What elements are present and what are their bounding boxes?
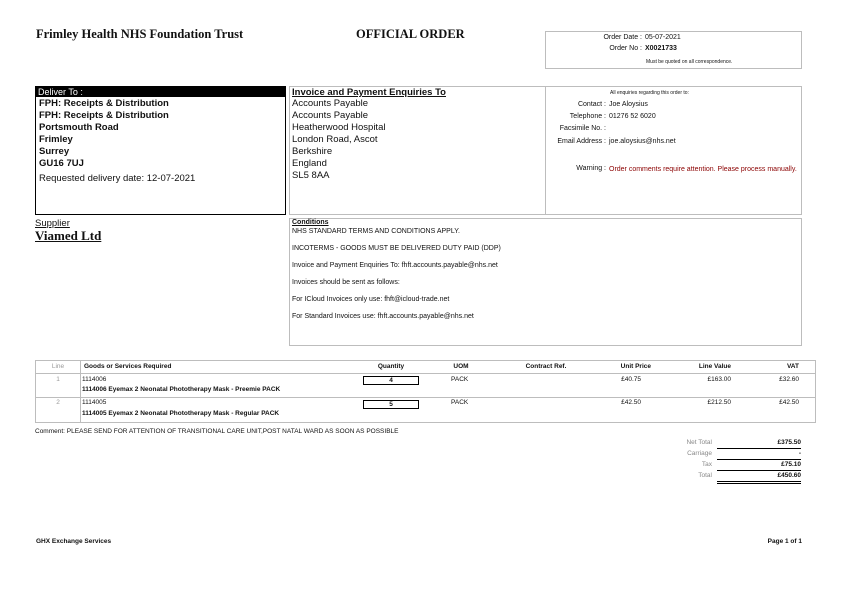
col-header-line-value: Line Value — [698, 363, 731, 370]
line-items-table — [35, 360, 816, 423]
footer-provider: GHX Exchange Services — [36, 538, 112, 545]
invoice-title: Invoice and Payment Enquiries To — [292, 87, 446, 98]
deliver-line: Portsmouth Road — [39, 122, 119, 133]
email-label: Email Address : — [557, 138, 606, 145]
deliver-line: FPH: Receipts & Distribution — [39, 98, 169, 109]
supplier-name: Viamed Ltd — [35, 228, 102, 243]
row-uom: PACK — [451, 399, 469, 406]
row-description: 1114006 Eyemax 2 Neonatal Phototherapy Mask - Preemie PACK — [82, 386, 281, 393]
invoice-line: Accounts Payable — [292, 110, 369, 121]
supplier-title: Supplier — [35, 218, 70, 229]
row-unit-price: £42.50 — [621, 399, 641, 406]
net-total-label: Net Total — [686, 439, 712, 446]
row-vat: £32.60 — [779, 376, 799, 383]
deliver-line: Frimley — [39, 134, 73, 145]
trust-name: Frimley Health NHS Foundation Trust — [36, 27, 244, 41]
condition-line: For Standard Invoices use: fhft.accounts.payable@nhs.net — [292, 313, 474, 320]
order-no: X0021733 — [645, 45, 677, 52]
telephone-label: Telephone : — [569, 113, 606, 120]
condition-line: NHS STANDARD TERMS AND CONDITIONS APPLY. — [292, 228, 460, 235]
order-comment: Comment: PLEASE SEND FOR ATTENTION OF TRANSITIONAL CARE UNIT,POST NATAL WARD AS SOON AS POSSIBLE — [35, 428, 399, 435]
order-date: 05-07-2021 — [645, 34, 681, 41]
invoice-line: Heatherwood Hospital — [292, 122, 386, 133]
telephone: 01276 52 6020 — [609, 113, 656, 120]
invoice-line: London Road, Ascot — [292, 134, 378, 145]
document-title: OFFICIAL ORDER — [356, 27, 465, 41]
conditions-box — [289, 218, 802, 346]
deliver-to-box — [35, 86, 286, 215]
row-line-number: 2 — [56, 399, 60, 406]
order-date-label: Order Date : — [603, 34, 642, 41]
row-uom: PACK — [451, 376, 469, 383]
row-line-number: 1 — [56, 376, 60, 383]
contact-name: Joe Aloysius — [609, 101, 648, 108]
col-header-uom: UOM — [453, 363, 469, 370]
tax-label: Tax — [701, 461, 712, 468]
col-header-vat: VAT — [786, 363, 799, 370]
requested-delivery-date: Requested delivery date: 12-07-2021 — [39, 173, 196, 184]
conditions-title: Conditions — [292, 219, 329, 226]
order-no-label: Order No : — [609, 45, 642, 52]
tax: £75.10 — [781, 461, 801, 468]
col-header-unit-price: Unit Price — [620, 363, 651, 370]
invoice-line: SL5 8AA — [292, 170, 330, 181]
enquiries-note: All enquiries regarding this order to: — [610, 90, 689, 96]
warning-label: Warning : — [576, 165, 606, 172]
grand-total: £450.60 — [777, 472, 801, 479]
condition-line: For ICloud Invoices only use: fhft@icloud-trade.net — [292, 296, 450, 303]
order-info-box — [545, 31, 802, 69]
condition-line: INCOTERMS - GOODS MUST BE DELIVERED DUTY PAID (DDP) — [292, 245, 501, 252]
invoice-box — [289, 86, 546, 215]
email: joe.aloysius@nhs.net — [609, 138, 676, 145]
row-line-value: £212.50 — [707, 399, 731, 406]
supplier-section — [35, 218, 289, 346]
grand-total-label: Total — [698, 472, 712, 479]
invoice-line: Accounts Payable — [292, 98, 369, 109]
condition-line: Invoices should be sent as follows: — [292, 279, 400, 286]
carriage-label: Carriage — [687, 450, 712, 457]
page-number: Page 1 of 1 — [767, 538, 802, 545]
deliver-line: GU16 7UJ — [39, 158, 84, 169]
deliver-line: FPH: Receipts & Distribution — [39, 110, 169, 121]
row-quantity: 5 — [363, 400, 419, 409]
contact-box — [545, 86, 802, 215]
condition-line: Invoice and Payment Enquiries To: fhft.accounts.payable@nhs.net — [292, 262, 498, 269]
row-line-value: £163.00 — [707, 376, 731, 383]
invoice-line: Berkshire — [292, 146, 333, 157]
quote-note: Must be quoted on all correspondence. — [646, 59, 733, 65]
row-unit-price: £40.75 — [621, 376, 641, 383]
col-header-goods: Goods or Services Required — [84, 363, 172, 370]
col-header-quantity: Quantity — [377, 363, 405, 370]
row-code: 1114006 — [82, 376, 107, 383]
deliver-to-title: Deliver To : — [36, 87, 285, 97]
col-header-contract: Contract Ref. — [525, 363, 567, 370]
invoice-line: England — [292, 158, 327, 169]
col-header-line: Line — [51, 363, 65, 370]
fax-label: Facsimile No. : — [559, 125, 606, 132]
row-quantity: 4 — [363, 376, 419, 385]
warning-text: Order comments require attention. Please process manually. — [609, 166, 797, 173]
carriage: - — [798, 450, 801, 457]
row-description: 1114005 Eyemax 2 Neonatal Phototherapy Mask - Regular PACK — [82, 410, 280, 417]
row-vat: £42.50 — [779, 399, 799, 406]
deliver-line: Surrey — [39, 146, 70, 157]
contact-label: Contact : — [577, 101, 606, 108]
row-code: 1114005 — [82, 399, 107, 406]
net-total: £375.50 — [777, 439, 801, 446]
